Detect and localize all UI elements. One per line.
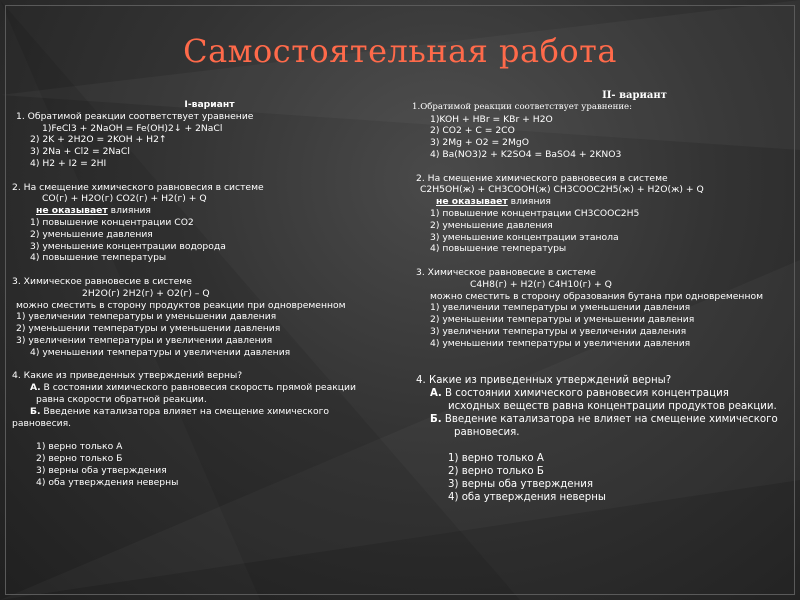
v2-q3-stem: можно сместить в сторону образования бутана при одновременном xyxy=(430,290,763,302)
v1-q1-option: 1)FeCl3 + 2NaOH = Fe(OH)2↓ + 2NaCl xyxy=(42,122,223,134)
v2-q2-negation: не оказывает xyxy=(436,196,508,208)
v1-q4-text: 4. Какие из приведенных утверждений верны? xyxy=(12,370,243,382)
v1-q2-text: 2. На смещение химического равновесия в системе xyxy=(12,181,264,193)
v2-q2-option: 4) повышение температуры xyxy=(430,243,567,255)
v1-q2-option: 4) повышение температуры xyxy=(30,252,167,264)
variant-2-column xyxy=(412,90,797,504)
v2-q2-option: 1) повышение концентрации CH3COOC2H5 xyxy=(430,207,640,219)
v1-q2-equation: CO(г) + H2O(г) CO2(г) + H2(г) + Q xyxy=(42,193,207,205)
variant-1-heading: I-вариант xyxy=(184,99,235,110)
slide-title: Самостоятельная работа xyxy=(183,32,617,70)
v2-q3-equation: C4H8(г) + H2(г) C4H10(г) + Q xyxy=(470,278,612,290)
v1-q1-option: 2) 2K + 2H2O = 2KOH + H2↑ xyxy=(30,134,167,146)
v2-q1-text: 1.Обратимой реакции соответствует уравнение: xyxy=(412,101,633,112)
v2-q4-b-text: Введение катализатора не влияет на смещение химического xyxy=(441,413,778,425)
v2-q4-option: 3) верны оба утверждения xyxy=(448,478,593,490)
v2-q4-b-label: Б. xyxy=(430,413,442,425)
v2-q4-a-text: В состоянии химического равновесия концентрация xyxy=(441,387,729,399)
v2-q2-option: 2) уменьшение давления xyxy=(430,219,553,231)
v1-q2-option: 2) уменьшение давления xyxy=(30,228,153,240)
v1-q2-negation: не оказывает xyxy=(36,205,108,217)
v1-q4-a-label: А. xyxy=(30,382,41,394)
v2-q1-option: 2) CO2 + C = 2CO xyxy=(430,125,515,137)
v1-q2-negation-tail: влияния xyxy=(107,205,151,217)
variant-2-heading: II- вариант xyxy=(602,90,667,101)
v2-q4-option: 4) оба утверждения неверны xyxy=(448,491,606,503)
v2-q4-a-text-2: исходных веществ равна концентрации продуктов реакции. xyxy=(448,400,777,412)
v1-q3-stem: можно сместить в сторону продуктов реакции при одновременном xyxy=(16,299,346,311)
v1-q1-option: 3) 2Na + Cl2 = 2NaCl xyxy=(30,146,130,158)
v1-q2-option: 1) повышение концентрации CO2 xyxy=(30,216,194,228)
v1-q3-text: 3. Химическое равновесие в системе xyxy=(12,275,192,287)
v2-q2-option: 3) уменьшение концентрации этанола xyxy=(430,231,619,243)
v1-q3-option: 3) увеличении температуры и увеличении давления xyxy=(16,334,273,346)
v2-q4-a-label: А. xyxy=(430,387,442,399)
v1-q1-option: 4) H2 + I2 = 2HI xyxy=(30,157,107,169)
v2-q2-equation: C2H5OH(ж) + CH3COOH(ж) CH3COOC2H5(ж) + H2O(ж) + Q xyxy=(420,184,704,196)
v1-q3-option: 4) уменьшении температуры и увеличении давления xyxy=(30,346,291,358)
v2-q3-option: 1) увеличении температуры и уменьшении давления xyxy=(430,302,691,314)
v2-q1-option: 4) Ba(NO3)2 + K2SO4 = BaSO4 + 2KNO3 xyxy=(430,148,622,160)
v1-q4-option: 3) верны оба утверждения xyxy=(36,464,167,476)
v1-q4-option: 4) оба утверждения неверны xyxy=(36,476,179,488)
v2-q1-option: 3) 2Mg + O2 = 2MgO xyxy=(430,137,529,149)
v1-q4-option: 1) верно только А xyxy=(36,441,123,453)
v1-q1-text: 1. Обратимой реакции соответствует уравнение xyxy=(16,110,254,122)
v1-q4-b-text-2: равновесия. xyxy=(12,417,72,429)
v2-q2-negation-tail: влияния xyxy=(507,196,551,208)
v2-q4-b-text-2: равновесия. xyxy=(454,426,520,438)
v1-q4-b-label: Б. xyxy=(30,405,41,417)
v2-q3-text: 3. Химическое равновесие в системе xyxy=(416,266,596,278)
v2-q4-text: 4. Какие из приведенных утверждений верны? xyxy=(416,374,672,386)
v2-q1-option: 1)KOH + HBr = KBr + H2O xyxy=(430,113,553,125)
v1-q4-option: 2) верно только Б xyxy=(36,452,123,464)
v1-q2-option: 3) уменьшение концентрации водорода xyxy=(30,240,226,252)
v2-q3-option: 4) уменьшении температуры и увеличении давления xyxy=(430,337,691,349)
v2-q3-option: 2) уменьшении температуры и уменьшении давления xyxy=(430,314,695,326)
v2-q4-option: 2) верно только Б xyxy=(448,465,544,477)
v1-q3-equation: 2H2O(г) 2H2(г) + O2(г) – Q xyxy=(82,287,210,299)
v2-q4-option: 1) верно только А xyxy=(448,452,544,464)
v1-q4-a-text: В состоянии химического равновесия скорость прямой реакции xyxy=(40,382,356,394)
v1-q4-b-text: Введение катализатора влияет на смещение химического xyxy=(40,405,330,417)
v2-q2-text: 2. На смещение химического равновесия в системе xyxy=(416,172,668,184)
v2-q3-option: 3) увеличении температуры и увеличении давления xyxy=(430,325,687,337)
v1-q4-a-text-2: равна скорости обратной реакции. xyxy=(36,393,207,405)
v1-q3-option: 2) уменьшении температуры и уменьшении давления xyxy=(16,323,281,335)
v1-q3-option: 1) увеличении температуры и уменьшении давления xyxy=(16,311,277,323)
variant-1-column xyxy=(12,99,407,488)
